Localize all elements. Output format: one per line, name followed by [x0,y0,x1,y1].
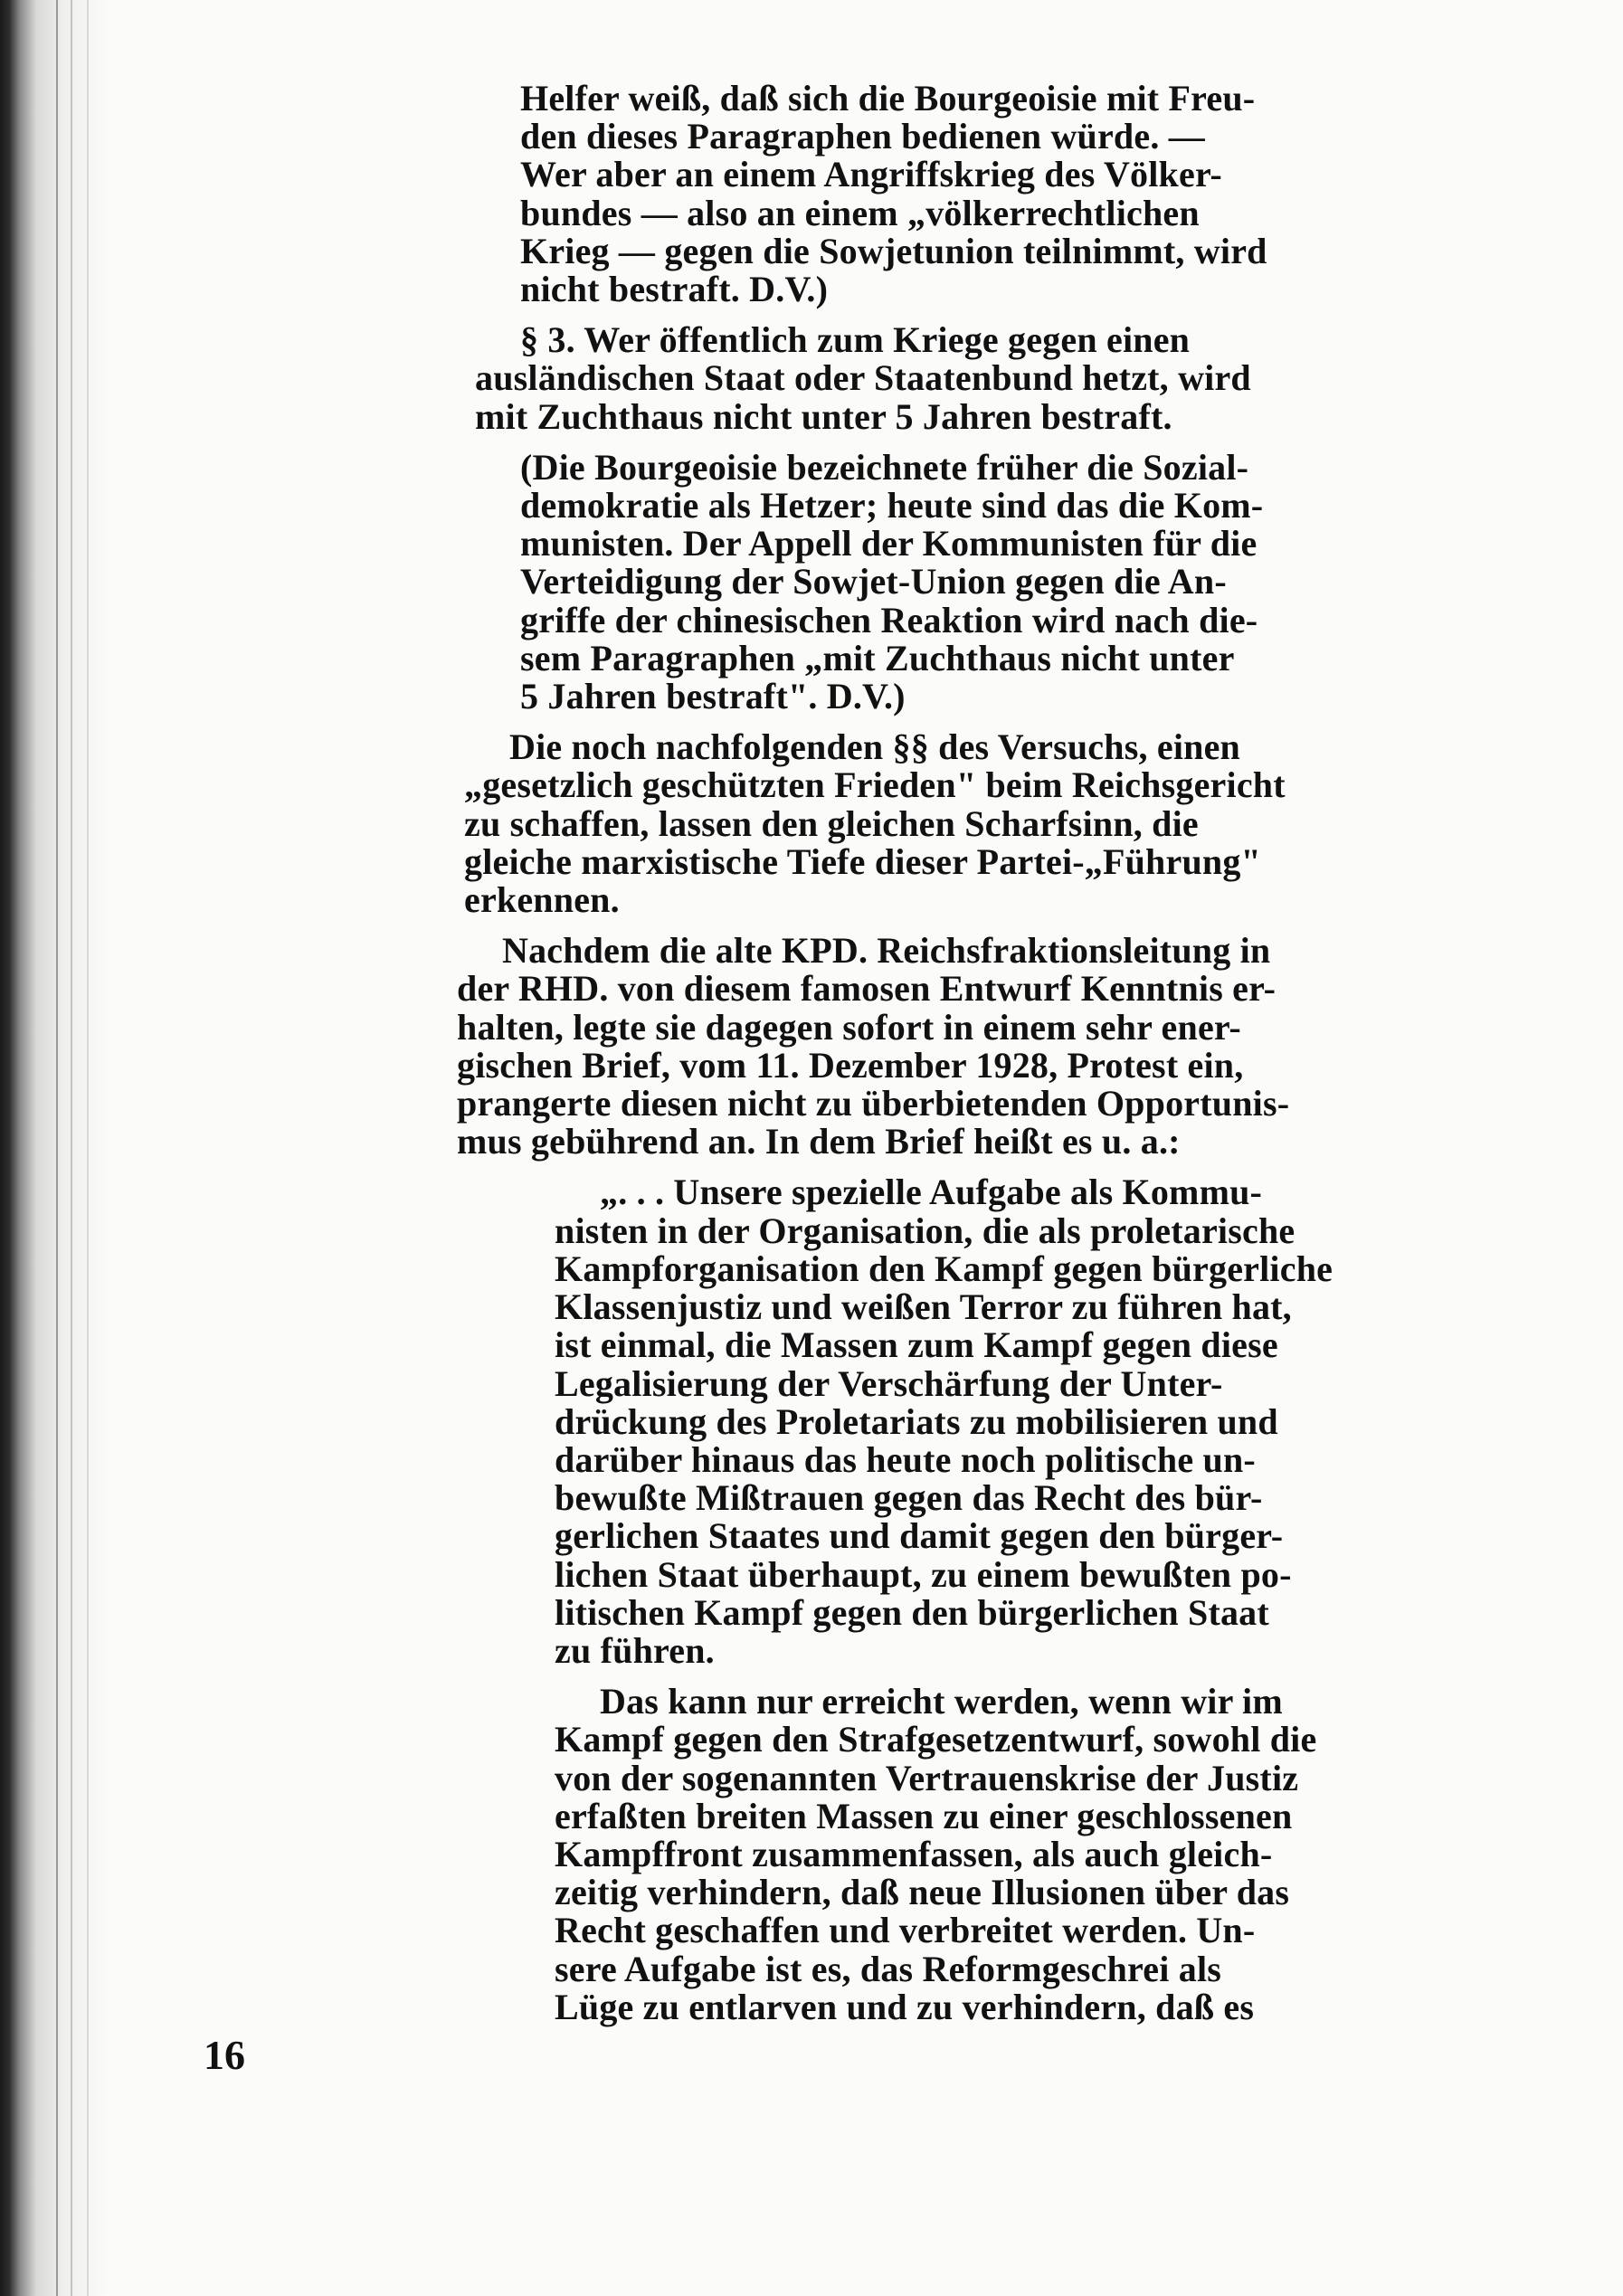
paragraph-section-3 [475,321,1443,436]
text-line: Kampforganisation den Kampf gegen bürgerliche [555,1248,1334,1289]
text-line: sere Aufgabe ist es, das Reformgeschrei als [555,1948,1222,1989]
text-line: sem Paragraphen „mit Zuchthaus nicht unter [520,637,1235,678]
paragraph-commentary [520,446,1443,717]
text-line: Verteidigung der Sowjet-Union gegen die An- [520,561,1227,602]
text-line: mit Zuchthaus nicht unter 5 Jahren bestraft. [475,395,1172,437]
text-line: § 3. Wer öffentlich zum Kriege gegen einen [520,319,1191,361]
text-line: bundes — also an einem „völkerrechtlichen [520,192,1200,233]
text-line: halten, legte sie dagegen sofort in einem sehr ener- [457,1006,1241,1048]
gutter-line [71,0,72,2296]
text-line: gischen Brief, vom 11. Dezember 1928, Protest ein, [457,1044,1244,1086]
text-line: munisten. Der Appell der Kommunisten für die [520,523,1258,565]
text-line: erfaßten breiten Massen zu einer geschlossenen [555,1795,1293,1836]
block-quote [493,1173,1443,1670]
text-line: nicht bestraft. D.V.) [520,269,829,310]
text-line: Kampffront zusammenfassen, als auch gleich- [555,1833,1273,1874]
body-text [457,78,1443,2027]
text-line: Recht geschaffen und verbreitet werden. Un- [555,1910,1256,1951]
text-line: Nachdem die alte KPD. Reichsfraktionsleitung in [502,930,1271,972]
text-line: lichen Staat überhaupt, zu einem bewußten po- [555,1553,1292,1595]
text-line: Legalisierung der Verschärfung der Unter- [555,1362,1223,1404]
block-quote [493,1683,1443,2026]
text-line: 5 Jahren bestraft". D.V.) [520,676,906,717]
text-line: demokratie als Hetzer; heute sind das die Kom- [520,485,1264,527]
text-line: den dieses Paragraphen bedienen würde. — [520,116,1205,157]
text-line: Wer aber an einem Angriffskrieg des Völker- [520,154,1222,195]
page-number: 16 [204,2032,245,2078]
text-line: (Die Bourgeoisie bezeichnete früher die Sozial- [520,446,1249,488]
text-line: nisten in der Organisation, die als proletarische [555,1210,1296,1251]
text-line: von der sogenannten Vertrauenskrise der Justiz [555,1757,1299,1798]
text-line: gerlichen Staates und damit gegen den bürger- [555,1515,1284,1557]
text-line: der RHD. von diesem famosen Entwurf Kenntnis er- [457,968,1277,1010]
text-line: zu führen. [555,1629,715,1671]
text-line: litischen Kampf gegen den bürgerlichen Staat [555,1591,1269,1633]
gutter-line [87,0,89,2296]
text-line: mus gebührend an. In dem Brief heißt es u. a.: [457,1121,1181,1162]
gutter-line [56,0,58,2296]
text-line: gleiche marxistische Tiefe dieser Partei-„Führung" [464,840,1261,882]
paragraph [464,728,1443,919]
text-line: griffe der chinesischen Reaktion wird nach die- [520,599,1258,640]
text-line: „gesetzlich geschützten Frieden" beim Reichsgericht [464,764,1286,806]
text-line: „. . . Unsere spezielle Aufgabe als Kommu- [600,1172,1263,1213]
text-line: darüber hinaus das heute noch politische un- [555,1438,1256,1480]
text-line: Das kann nur erreicht werden, wenn wir im [600,1681,1283,1722]
text-line: zu schaffen, lassen den gleichen Scharfsinn, die [464,802,1199,844]
text-line: prangerte diesen nicht zu überbietenden Opportunis- [457,1083,1290,1124]
text-line: Die noch nachfolgenden §§ des Versuchs, einen [509,726,1240,768]
text-line: erkennen. [464,879,620,921]
paragraph [457,932,1443,1161]
text-line: zeitig verhindern, daß neue Illusionen über das [555,1872,1290,1913]
text-line: drückung des Proletariats zu mobilisieren und [555,1400,1278,1442]
text-line: Klassenjustiz und weißen Terror zu führen hat, [555,1286,1292,1328]
text-line: Lüge zu entlarven und zu verhindern, daß es [555,1986,1255,2027]
text-line: Krieg — gegen die Sowjetunion teilnimmt, wird [520,230,1267,271]
text-line: bewußte Mißtrauen gegen das Recht des bür- [555,1477,1263,1519]
paragraph-continuation [520,80,1443,308]
text-line: Kampf gegen den Strafgesetzentwurf, sowohl die [555,1719,1317,1760]
text-line: Helfer weiß, daß sich die Bourgeoisie mit Freu- [520,78,1256,119]
text-line: ist einmal, die Massen zum Kampf gegen diese [555,1324,1278,1366]
binding-gutter-shadow [0,0,109,2296]
text-line: ausländischen Staat oder Staatenbund hetzt, wird [475,357,1251,399]
